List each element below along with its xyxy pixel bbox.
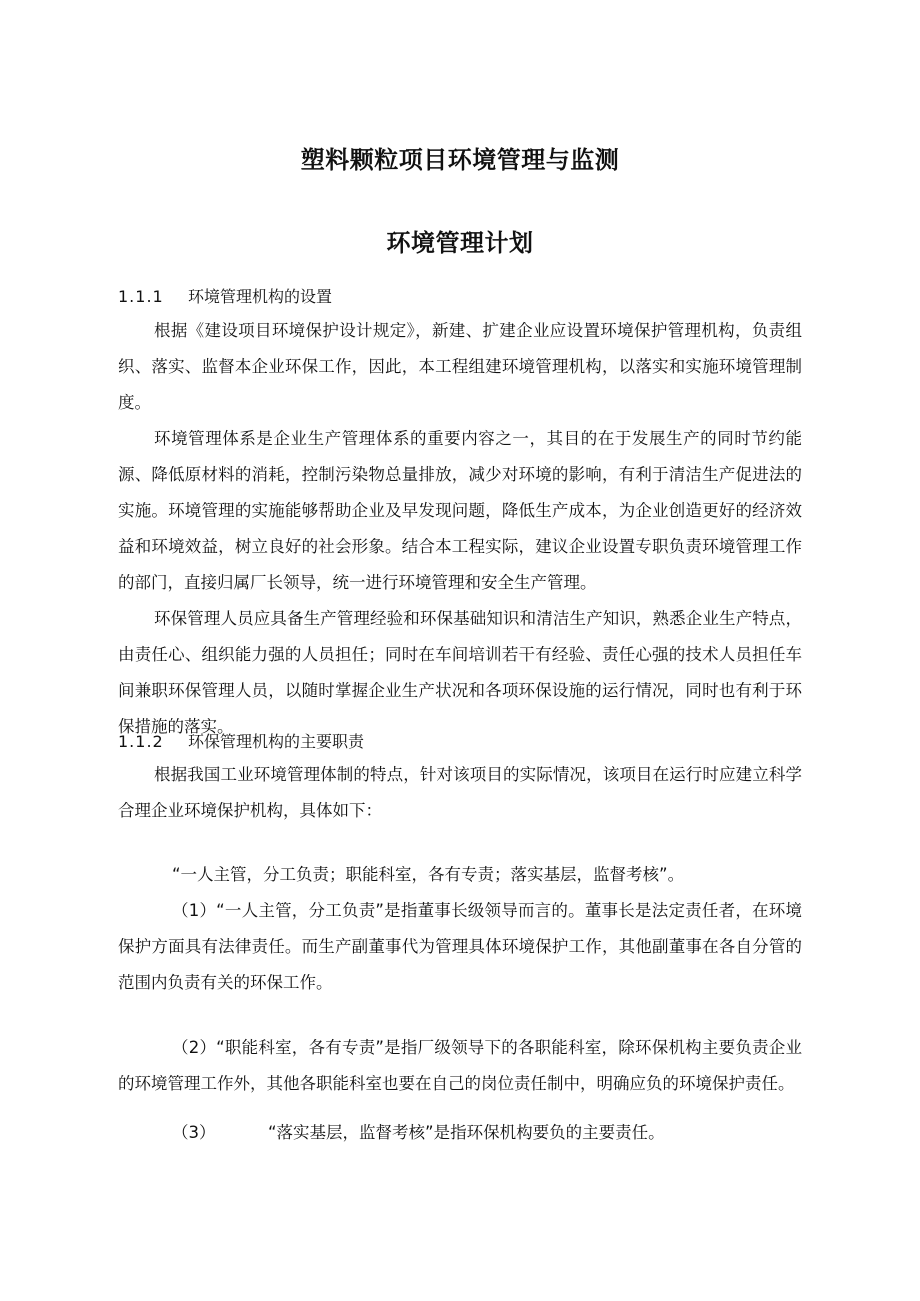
heading-text: 环保管理机构的主要职责 — [188, 732, 365, 751]
list-item: （1）“一人主管，分工负责”是指董事长级领导而言的。董事长是法定责任者，在环境保护方面具有法律责任。而生产副董事代为管理具体环境保护工作，其他副董事在各自分管的范围内负责有关的环保工作。 — [118, 901, 802, 992]
list-marker: （3） — [172, 1123, 216, 1142]
heading-text: 环境管理机构的设置 — [188, 287, 333, 306]
heading-1-1-1 — [118, 287, 332, 307]
motto-line: “一人主管，分工负责；职能科室，各有专责；落实基层，监督考核”。 — [172, 865, 685, 884]
list-item — [172, 1115, 665, 1151]
paragraph: 根据我国工业环境管理体制的特点，针对该项目的实际情况，该项目在运行时应建立科学合理企业环境保护机构，具体如下： — [118, 765, 802, 820]
heading-number: 1.1.2 — [118, 732, 164, 751]
list-item: （2）“职能科室，各有专责”是指厂级领导下的各职能科室，除环保机构主要负责企业的环境管理工作外，其他各职能科室也要在自己的岗位责任制中，明确应负的环境保护责任。 — [118, 1038, 802, 1093]
heading-1-1-2 — [118, 732, 364, 752]
section-title: 环境管理计划 — [386, 229, 534, 257]
paragraph: 环境管理体系是企业生产管理体系的重要内容之一，其目的在于发展生产的同时节约能源、降低原材料的消耗，控制污染物总量排放，减少对环境的影响，有利于清洁生产促进法的实施。环境管理的实施能够帮助企业及早发现问题，降低生产成本，为企业创造更好的经济效益和环境效益，树立良好的社会形象。结合本工程实际，建议企业设置专职负责环境管理工作的部门，直接归属厂长领导，统一进行环境管理和安全生产管理。 — [118, 429, 802, 592]
document-title: 塑料颗粒项目环境管理与监测 — [300, 146, 620, 174]
heading-number: 1.1.1 — [118, 287, 164, 306]
paragraph: 环保管理人员应具备生产管理经验和环保基础知识和清洁生产知识，熟悉企业生产特点，由责任心、组织能力强的人员担任；同时在车间培训若干有经验、责任心强的技术人员担任车间兼职环保管理人员，以随时掌握企业生产状况和各项环保设施的运行情况，同时也有利于环保措施的落实。 — [118, 609, 802, 736]
paragraph: 根据《建设项目环境保护设计规定》，新建、扩建企业应设置环境保护管理机构，负责组织、落实、监督本企业环保工作，因此，本工程组建环境管理机构，以落实和实施环境管理制度。 — [118, 321, 802, 412]
list-item-text: “落实基层，监督考核”是指环保机构要负的主要责任。 — [268, 1123, 665, 1142]
